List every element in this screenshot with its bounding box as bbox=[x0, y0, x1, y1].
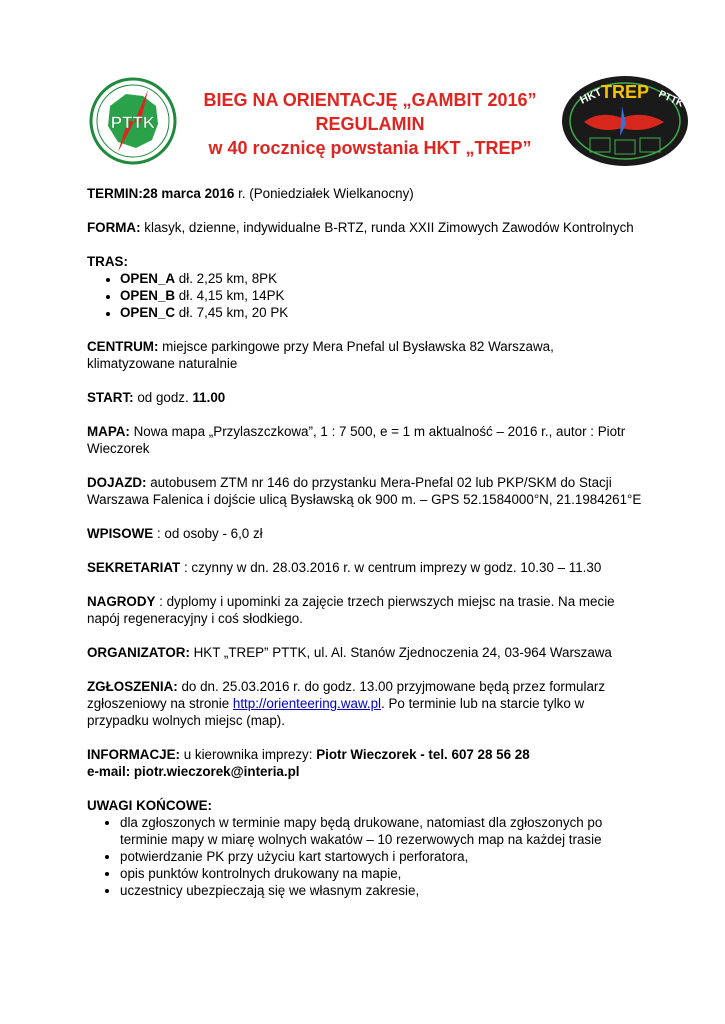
termin-text: r. (Poniedziałek Wielkanocny) bbox=[234, 186, 414, 201]
regulations-body bbox=[87, 185, 642, 916]
mapa-label: MAPA: bbox=[87, 424, 130, 439]
wpisowe-text: : od osoby - 6,0 zł bbox=[153, 526, 263, 541]
document-title bbox=[180, 88, 560, 160]
uwagi-list bbox=[87, 814, 642, 899]
centrum-label: CENTRUM: bbox=[87, 339, 159, 354]
sekretariat-label: SEKRETARIAT bbox=[87, 560, 181, 575]
list-item bbox=[120, 270, 642, 287]
nagrody-section bbox=[87, 593, 642, 627]
title-line-2: REGULAMIN bbox=[315, 114, 425, 134]
termin-date: 28 marca 2016 bbox=[142, 186, 235, 201]
route-desc: dł. 2,25 km, 8PK bbox=[175, 271, 278, 286]
start-label: START: bbox=[87, 390, 134, 405]
zgloszenia-label: ZGŁOSZENIA: bbox=[87, 679, 178, 694]
route-name: OPEN_A bbox=[120, 271, 176, 286]
mapa-section bbox=[87, 423, 642, 457]
contact-person: Piotr Wieczorek - tel. 607 28 56 28 bbox=[316, 747, 530, 762]
pttk-logo bbox=[88, 76, 178, 166]
trasy-section bbox=[87, 253, 642, 321]
wpisowe-section bbox=[87, 525, 642, 542]
sekretariat-text: : czynny w dn. 28.03.2016 r. w centrum imprezy w godz. 10.30 – 11.30 bbox=[180, 560, 602, 575]
forma-text: klasyk, dzienne, indywidualne B-RTZ, runda XXII Zimowych Zawodów Kontrolnych bbox=[140, 220, 634, 235]
svg-text:PTTK: PTTK bbox=[110, 113, 156, 132]
dojazd-section bbox=[87, 474, 642, 508]
route-name: OPEN_B bbox=[120, 288, 176, 303]
route-desc: dł. 7,45 km, 20 PK bbox=[175, 305, 289, 320]
centrum-section bbox=[87, 338, 642, 372]
forma-section bbox=[87, 219, 642, 236]
organizator-section bbox=[87, 644, 642, 661]
centrum-text: miejsce parkingowe przy Mera Pnefal ul Bysławska 82 Warszawa, klimatyzowane naturalnie bbox=[87, 339, 554, 371]
svg-text:HKT: HKT bbox=[578, 86, 604, 107]
title-line-3: w 40 rocznicę powstania HKT „TREP” bbox=[208, 138, 532, 158]
zgloszenia-section bbox=[87, 678, 642, 729]
zgloszenia-text-after: . Po terminie lub na starcie tylko w przypadku wolnych miejsc (map). bbox=[87, 696, 585, 728]
trasy-list bbox=[87, 270, 642, 321]
informacje-section bbox=[87, 746, 642, 780]
start-section bbox=[87, 389, 642, 406]
organizator-label: ORGANIZATOR: bbox=[87, 645, 190, 660]
route-desc: dł. 4,15 km, 14PK bbox=[175, 288, 285, 303]
list-item: • dla zgłoszonych w terminie mapy będą drukowane, natomiast dla zgłoszonych po terminie mapy w miarę wolnych wakatów – 10 rezerwowych map na każdej trasie bbox=[120, 814, 642, 848]
start-prefix: od godz. bbox=[133, 390, 193, 405]
uwagi-section bbox=[87, 797, 642, 899]
registration-link[interactable]: http://orienteering.waw.pl bbox=[232, 696, 382, 711]
dojazd-label: DOJAZD: bbox=[87, 475, 147, 490]
title-line-1: BIEG NA ORIENTACJĘ „GAMBIT 2016” bbox=[203, 90, 537, 110]
termin-section bbox=[87, 185, 642, 202]
list-item bbox=[120, 304, 642, 321]
zgloszenia-text: do dn. 25.03.2016 r. do godz. 13.00 przyjmowane będą przez formularz zgłoszeniowy na stronie bbox=[87, 679, 606, 711]
organizator-text: HKT „TREP” PTTK, ul. Al. Stanów Zjednoczenia 24, 03-964 Warszawa bbox=[189, 645, 612, 660]
forma-label: FORMA: bbox=[87, 220, 141, 235]
list-item: • potwierdzanie PK przy użyciu kart startowych i perforatora, bbox=[120, 848, 642, 865]
wpisowe-label: WPISOWE bbox=[87, 526, 154, 541]
mapa-text: Nowa mapa „Przylaszczkowa”, 1 : 7 500, e = 1 m aktualność – 2016 r., autor : Piotr Wieczorek bbox=[87, 424, 626, 456]
svg-text:PTTK: PTTK bbox=[656, 88, 686, 110]
start-time: 11.00 bbox=[192, 390, 226, 405]
nagrody-text: : dyplomy i upominki za zajęcie trzech pierwszych miejsc na trasie. Na mecie napój regeneracyjny i coś słodkiego. bbox=[87, 594, 615, 626]
trasy-label: TRAS: bbox=[87, 254, 128, 269]
hkt-trep-logo bbox=[560, 74, 690, 168]
contact-email: e-mail: piotr.wieczorek@interia.pl bbox=[87, 764, 300, 779]
route-name: OPEN_C bbox=[120, 305, 176, 320]
document-header bbox=[0, 0, 725, 175]
informacje-text: u kierownika imprezy: bbox=[180, 747, 317, 762]
dojazd-text: autobusem ZTM nr 146 do przystanku Mera-Pnefal 02 lub PKP/SKM do Stacji Warszawa Falenica i dojście ulicą Bysławską ok 900 m. – GPS 52.1584000°N, 21.1984261°E bbox=[87, 475, 642, 507]
list-item bbox=[120, 287, 642, 304]
informacje-label: INFORMACJE: bbox=[87, 747, 180, 762]
uwagi-label: UWAGI KOŃCOWE: bbox=[87, 798, 212, 813]
termin-label: TERMIN: bbox=[87, 186, 143, 201]
svg-text:TREP: TREP bbox=[600, 82, 650, 102]
list-item: • opis punktów kontrolnych drukowany na mapie, bbox=[120, 865, 642, 882]
nagrody-label: NAGRODY bbox=[87, 594, 156, 609]
sekretariat-section bbox=[87, 559, 642, 576]
list-item: • uczestnicy ubezpieczają się we własnym zakresie, bbox=[120, 882, 642, 899]
